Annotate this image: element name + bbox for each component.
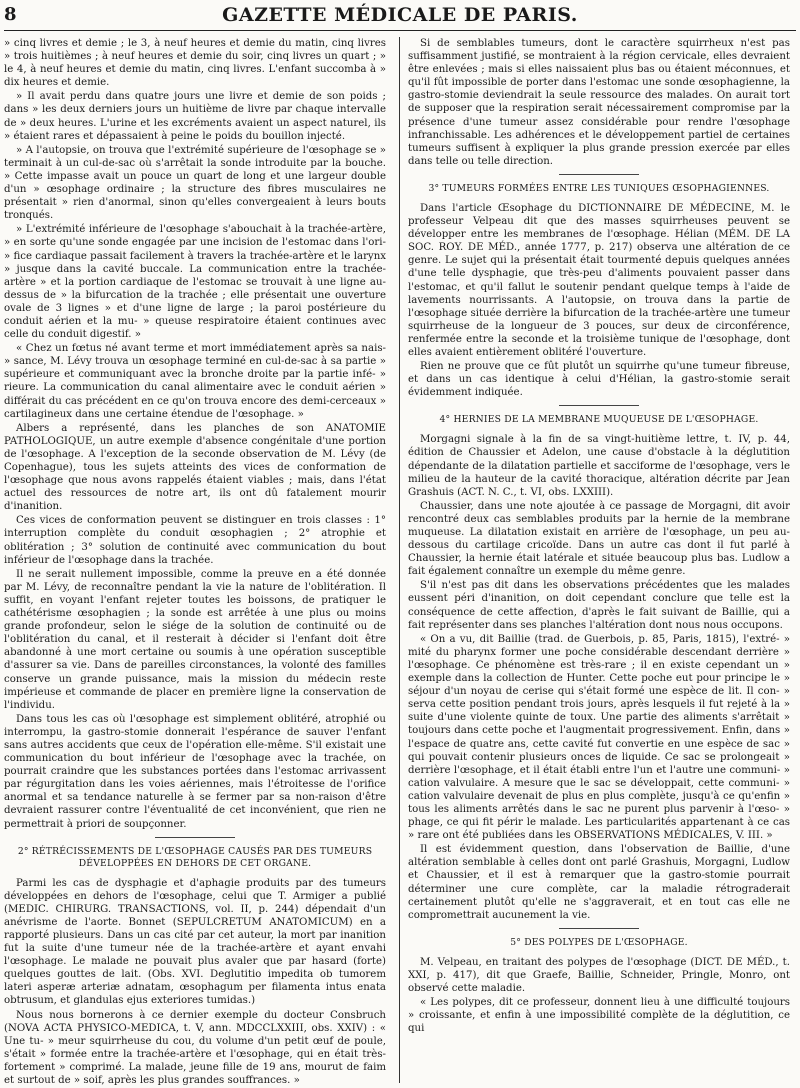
- left-column: [4, 37, 386, 1088]
- paragraph: Nous nous bornerons à ce dernier exemple du docteur Consbruch (NOVA ACTA PHYSICO-MEDICA, t. V, ann. MDCCLXXIII, obs. XXIV) : « Une tu- » meur squirrheuse du cou, du volume d'un petit œuf de poule, s'était » formée entre la trachée-artère et l'œsophage, qui en était très-fortement » comprimé. La malade, jeune fille de 19 ans, mourut de faim et surtout de » soif, après les plus grandes souffrances. »: [4, 1009, 386, 1087]
- paragraph: Albers a représenté, dans les planches de son ANATOMIE PATHOLOGIQUE, un autre exemple d'absence congénitale d'une portion de l'œsophage. A l'exception de la seconde observation de M. Lévy (de Copenhague), tous les sujets atteints des vices de conformation de l'œsophage que nous avons rappelés étaient viables ; mais, dans l'état actuel des ressources de notre art, ils ont dû fatalement mourir d'inanition.: [4, 422, 386, 513]
- paragraph: Il est évidemment question, dans l'observation de Baillie, d'une altération semblable à celles dont ont parlé Grashuis, Morgagni, Ludlow et Chaussier, et il est à remarquer que la gastro-stomie pourrait déterminer une cure complète, car la maladie rétrograderait certainement plutôt qu'elle ne s'aggraverait, et en tout cas elle ne compromettrait aucunement la vie.: [408, 844, 790, 921]
- journal-title: GAZETTE MÉDICALE DE PARIS.: [222, 4, 578, 26]
- section-separator: [155, 837, 235, 838]
- paragraph: Morgagni signale à la fin de sa vingt-huitième lettre, t. IV, p. 44, édition de Chaussier et Adelon, une cause d'obstacle à la déglutition dépendante de la dilatation partielle et sacciforme de l'œsophage, vers le milieu de la hauteur de la cavité thoracique, altération décrite par Jean Grashuis (ACT. N. C., t. VI, obs. LXXIII).: [408, 434, 790, 498]
- paragraph: « Chez un fœtus né avant terme et mort immédiatement après sa nais- » sance, M. Lévy trouva un œsophage terminé en cul-de-sac à sa partie » supérieure et communiquant avec la bronche droite par la partie infé- » rieure. La communication du canal alimentaire avec le conduit aérien » différait du cas précédent en ce qu'on trouva encore des demi-cerceaux » cartilagineux dans une certaine étendue de l'œsophage. »: [4, 343, 386, 420]
- header-rule: [4, 30, 796, 31]
- page-number: 8: [4, 4, 17, 25]
- paragraph: Il ne serait nullement impossible, comme la preuve en a été donnée par M. Lévy, de reconnaître pendant la vie la nature de l'oblitération. Il suffit, en voyant l'enfant rejeter toutes les boissons, de pratiquer le cathétérisme œsophagien ; la sonde est arrêtée à une plus ou moins grande profondeur, selon le siége de la solution de continuité ou de l'oblitération du canal, et il resterait à décider si l'enfant doit être abandonné à une mort certaine ou soumis à une opération susceptible d'assurer sa vie. Dans de pareilles circonstances, la volonté des familles conserve un grande puissance, mais la mission du médecin reste impérieuse et commande de placer en première ligne la conservation de l'individu.: [4, 568, 386, 711]
- paragraph: M. Velpeau, en traitant des polypes de l'œsophage (DICT. DE MÉD., t. XXI, p. 417), dit que Graefe, Baillie, Schneider, Pringle, Monro, ont observé cette maladie.: [408, 956, 790, 994]
- paragraph: S'il n'est pas dit dans les observations précédentes que les malades eussent péri d'inanition, on doit cependant conclure que telle est la conséquence de cette affection, d'après le fait suivant de Baillie, qui a fait représenter dans ses planches l'altération dont nous nous occupons.: [408, 580, 790, 631]
- paragraph: « On a vu, dit Baillie (trad. de Guerbois, p. 85, Paris, 1815), l'extré- » mité du pharynx former une poche considérable descendant derrière » l'œsophage. Ce phénomène est très-rare ; il en existe cependant un » exemple dans la collection de Hunter. Cette poche eut pour principe le » séjour d'un noyau de cerise qui s'était formé une espèce de lit. Il con- » serva cette position pendant trois jours, après lesquels il fut rejeté à la » suite d'une violente quinte de toux. Une partie des aliments s'arrêtait » toujours dans cette poche et l'augmentait progressivement. Enfin, dans » l'espace de quatre ans, cette cavité fut convertie en une espèce de sac » qui pouvait contenir plusieurs onces de liquide. Ce sac se prolongeait » derrière l'œsophage, et il était établi entre l'un et l'autre une communi- » cation valvulaire. A mesure que le sac se développait, cette communi- » cation valvulaire devenait de plus en plus complète, jusqu'à ce qu'enfin » tous les aliments arrêtés dans le sac ne purent plus parvenir à l'œso- » phage, ce qui fit périr le malade. Les particularités appartenant à ce cas » rare ont été publiées dans les OBSERVATIONS MÉDICALES, V. III. »: [408, 633, 790, 842]
- section-heading-4: 4° HERNIES DE LA MEMBRANE MUQUEUSE DE L'ŒSOPHAGE.: [439, 414, 759, 426]
- paragraph: « Les polypes, dit ce professeur, donnent lieu à une difficulté toujours » croissante, et enfin à une impossibilité complète de la déglutition, ce qui: [408, 997, 790, 1035]
- paragraph: » Il avait perdu dans quatre jours une livre et demie de son poids ; dans » les deux derniers jours un huitième de livre par chaque intervalle de » deux heures. L'urine et les excréments avaient un aspect naturel, ils » étaient rares et dépassaient à peine le poids du bouillon injecté.: [4, 91, 386, 142]
- paragraph: » cinq livres et demie ; le 3, à neuf heures et demie du matin, cinq livres » trois huitièmes ; à neuf heures et demie du soir, cinq livres un quart ; » le 4, à neuf heures et demie du matin, cinq livres. L'enfant succomba à » dix heures et demie.: [4, 38, 386, 89]
- section-separator: [559, 174, 639, 175]
- right-column: [408, 37, 790, 1036]
- paragraph: Si de semblables tumeurs, dont le caractère squirrheux n'est pas suffisamment justifié, se montraient à la région cervicale, elles devraient être enlevées ; mais si elles naissaient plus bas ou étaient méconnues, et qu'il fût impossible de porter dans l'estomac une sonde œsophagienne, la gastro-stomie deviendrait la seule ressource des malades. On aurait tort de supposer que la respiration serait nécessairement compromise par la présence d'une tumeur assez considérable pour rendre l'œsophage infranchissable. Les adhérences et le développement partiel de certaines tumeurs suffisent à expliquer la plus grande pression exercée par elles dans telle ou telle direction.: [408, 38, 790, 167]
- section-heading-2: 2° RÉTRÉCISSEMENTS DE L'ŒSOPHAGE CAUSÉS PAR DES TUMEURS DÉVELOPPÉES EN DEHORS DE CET ORGANE.: [17, 845, 373, 869]
- column-divider: [399, 37, 400, 1083]
- paragraph: Dans l'article Œsophage du DICTIONNAIRE DE MÉDECINE, M. le professeur Velpeau dit que des masses squirrheuses peuvent se développer entre les membranes de l'œsophage. Hélian (MÉM. DE LA SOC. ROY. DE MÉD., année 1777, p. 217) observa une altération de ce genre. Le sujet qui la présentait était tourmenté depuis quelques années d'une telle dysphagie, que très-peu d'aliments pouvaient passer dans l'estomac, et qu'il fallut le soutenir pendant quelque temps à l'aide de lavements nourrissants. A l'autopsie, on trouva dans la partie de l'œsophage située derrière la bifurcation de la trachée-artère une tumeur squirrheuse de la longueur de 3 pouces, sur deux de circonférence, renfermée entre la seconde et la troisième tunique de l'œsophage, dont elles avaient entièrement oblitéré l'ouverture.: [408, 202, 790, 358]
- paragraph: » L'extrémité inférieure de l'œsophage s'abouchait à la trachée-artère, » en sorte qu'une sonde engagée par une incision de l'estomac dans l'ori- » fice cardiaque passait facilement à travers la trachée-artère et le larynx » jusque dans la cavité buccale. La communication entre la trachée-artère » et la portion cardiaque de l'estomac se trouvait à une ligne au-dessus de » la bifurcation de la trachée ; elle présentait une ouverture ovale de 3 lignes » et d'une ligne de large ; la paroi postérieure du conduit aérien et la mu- » queuse respiratoire étaient continues avec celle du conduit digestif. »: [4, 224, 386, 341]
- paragraph: Rien ne prouve que ce fût plutôt un squirrhe qu'une tumeur fibreuse, et dans un cas identique à celui d'Hélian, la gastro-stomie serait évidemment indiquée.: [408, 361, 790, 399]
- paragraph: Parmi les cas de dysphagie et d'aphagie produits par des tumeurs développées en dehors de l'œsophage, celui que T. Armiger a publié (MEDIC. CHIRURG. TRANSACTIONS, vol. II, p. 244) dépendait d'un anévrisme de l'aorte. Bonnet (SEPULCRETUM ANATOMICUM) en a rapporté plusieurs. Dans un cas cité par cet auteur, la mort par inanition fut la suite d'une tumeur née de la trachée-artère et ayant envahi l'œsophage. Le malade ne pouvait plus avaler que par hasard (forte) quelques gouttes de lait. (Obs. XVI. Deglutitio impedita ob tumorem lateri asperæ arteriæ adnatam, œsophagum per filamenta intus enata obtrusum, et glandulas ejus exteriores tumidas.): [4, 877, 386, 1007]
- paragraph: » A l'autopsie, on trouva que l'extrémité supérieure de l'œsophage se » terminait à un cul-de-sac où s'arrêtait la sonde introduite par la bouche. » Cette impasse avait un pouce un quart de long et une largeur double d'un » œsophage ordinaire ; la structure des fibres musculaires ne présentait » rien d'anormal, sinon qu'elles convergeaient à leurs bouts tronqués.: [4, 144, 386, 222]
- paragraph: Ces vices de conformation peuvent se distinguer en trois classes : 1° interruption complète du conduit œsophagien ; 2° atrophie et oblitération ; 3° solution de continuité avec communication du bout inférieur de l'œsophage dans la trachée.: [4, 515, 386, 566]
- paragraph: Chaussier, dans une note ajoutée à ce passage de Morgagni, dit avoir rencontré deux cas semblables produits par la hernie de la membrane muqueuse. La dilatation existait en arrière de l'œsophage, un peu au-dessous du cartilage cricoïde. Dans un autre cas dont il fut parlé à Chaussier, la hernie était latérale et située beaucoup plus bas. Ludlow a fait également connaître un exemple du même genre.: [408, 500, 790, 578]
- section-heading-5: 5° DES POLYPES DE L'ŒSOPHAGE.: [510, 936, 688, 948]
- page-header: [0, 0, 800, 34]
- section-heading-3: 3° TUMEURS FORMÉES ENTRE LES TUNIQUES ŒSOPHAGIENNES.: [428, 182, 770, 194]
- paragraph: Dans tous les cas où l'œsophage est simplement oblitéré, atrophié ou interrompu, la gastro-stomie donnerait l'espérance de sauver l'enfant sans autres accidents que ceux de l'opération elle-même. S'il existait une communication du bout inférieur de l'œsophage avec la trachée, on pourrait craindre que les substances portées dans l'estomac arrivassent par régurgitation dans les voies aériennes, mais l'étroitesse de l'orifice anormal et sa tendance naturelle à se fermer par sa non-raison d'être devraient rassurer contre l'éventualité de cet inconvénient, que rien ne permettrait à priori de soupçonner.: [4, 713, 386, 830]
- section-separator: [559, 928, 639, 929]
- section-separator: [559, 405, 639, 406]
